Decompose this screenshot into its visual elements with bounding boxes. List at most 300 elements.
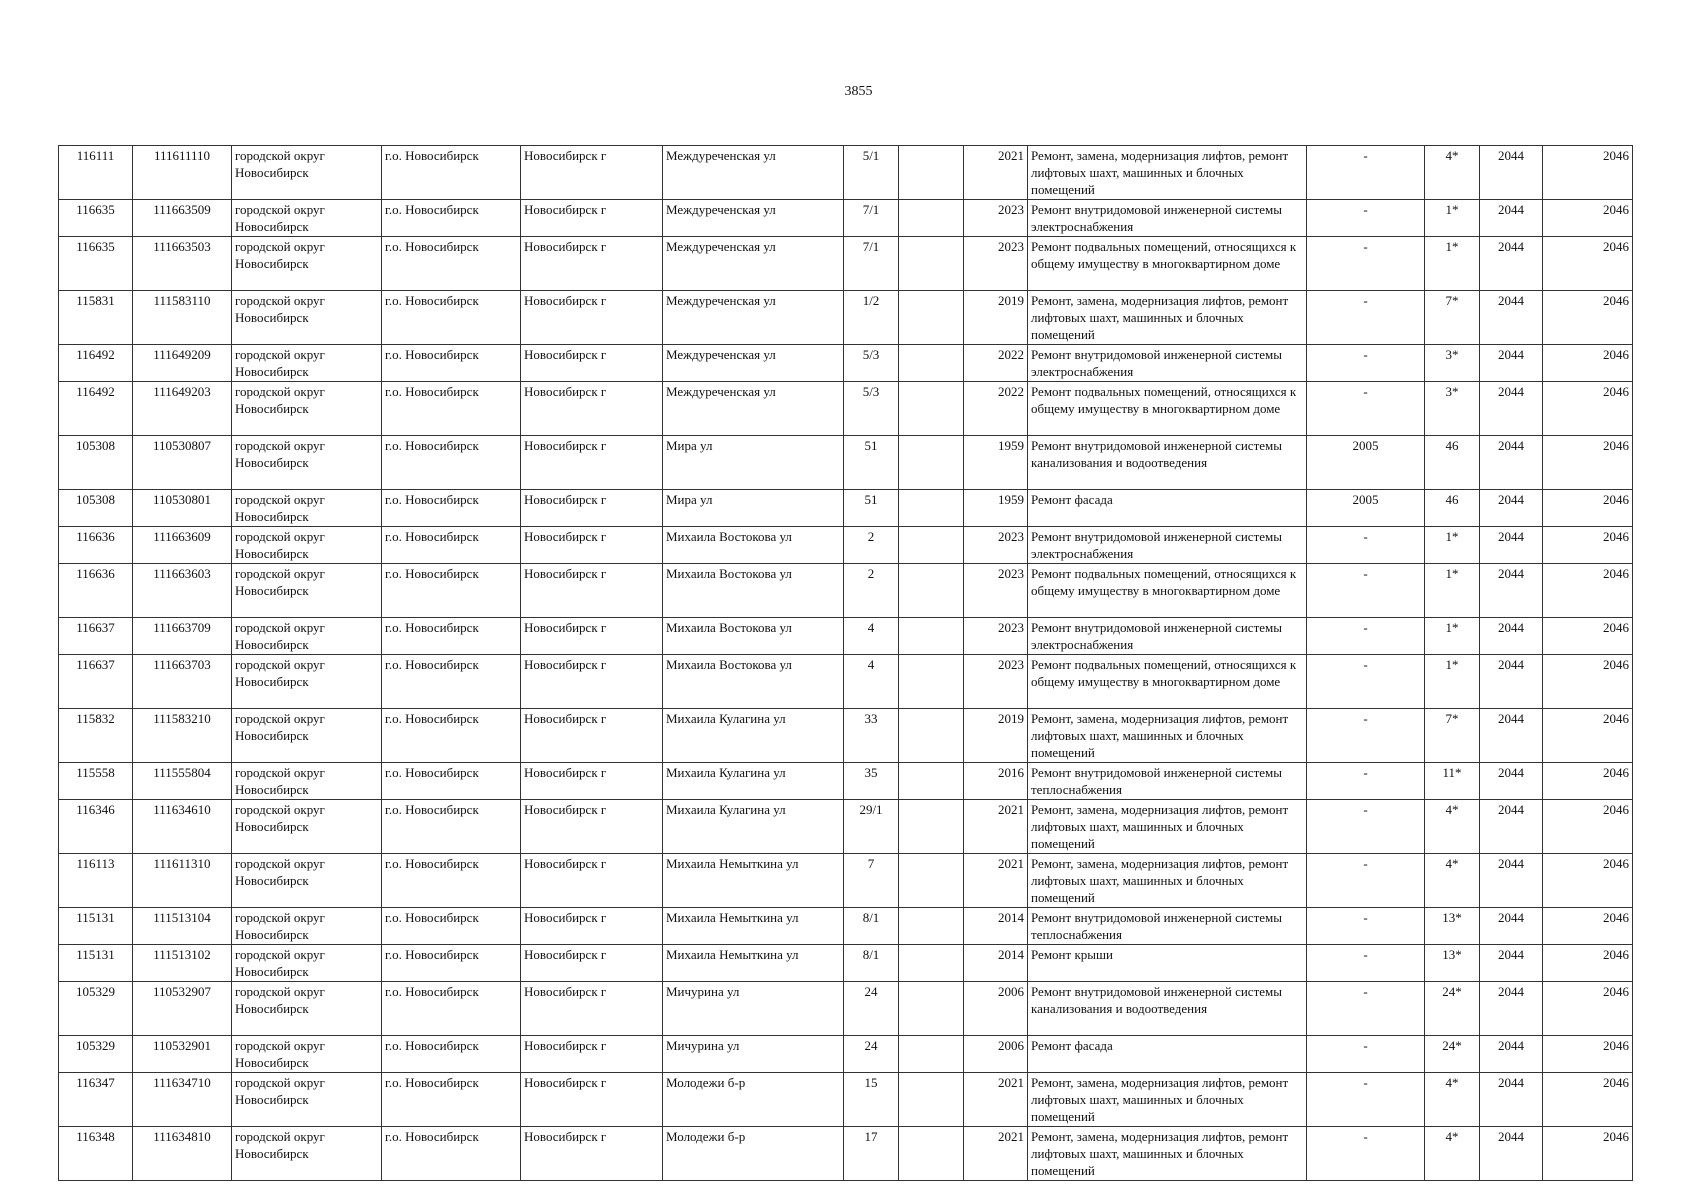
cell-period-from: 2044 [1480,655,1543,709]
cell-street: Междуреченская ул [663,237,844,291]
cell-id: 116492 [59,382,133,436]
cell-last-repair: - [1307,1127,1425,1181]
cell-municipality: г.о. Новосибирск [382,382,521,436]
cell-year: 2014 [964,908,1028,945]
cell-building [899,291,964,345]
cell-last-repair: 2005 [1307,490,1425,527]
cell-settlement: Новосибирск г [521,146,663,200]
cell-period-from: 2044 [1480,1073,1543,1127]
cell-work-type: Ремонт, замена, модернизация лифтов, ремонт лифтовых шахт, машинных и блочных помещений [1028,146,1307,200]
cell-code: 111663709 [133,618,232,655]
cell-municipality: г.о. Новосибирск [382,1036,521,1073]
cell-wear: 13* [1425,908,1480,945]
cell-municipality: г.о. Новосибирск [382,854,521,908]
cell-period-to: 2046 [1543,763,1633,800]
cell-period-from: 2044 [1480,945,1543,982]
cell-year: 2022 [964,382,1028,436]
cell-municipality: г.о. Новосибирск [382,908,521,945]
cell-district: городской округ Новосибирск [232,945,382,982]
cell-last-repair: - [1307,291,1425,345]
cell-code: 111663503 [133,237,232,291]
cell-building [899,1073,964,1127]
table-row [59,237,1633,291]
table-row [59,908,1633,945]
cell-code: 111663609 [133,527,232,564]
cell-work-type: Ремонт внутридомовой инженерной системы канализования и водоотведения [1028,436,1307,490]
cell-building [899,237,964,291]
cell-id: 116492 [59,345,133,382]
cell-work-type: Ремонт внутридомовой инженерной системы электроснабжения [1028,618,1307,655]
cell-year: 2019 [964,709,1028,763]
cell-district: городской округ Новосибирск [232,490,382,527]
cell-work-type: Ремонт, замена, модернизация лифтов, ремонт лифтовых шахт, машинных и блочных помещений [1028,291,1307,345]
cell-house: 5/3 [844,382,899,436]
cell-last-repair: - [1307,527,1425,564]
cell-street: Михаила Кулагина ул [663,763,844,800]
cell-code: 110532901 [133,1036,232,1073]
cell-wear: 3* [1425,345,1480,382]
cell-district: городской округ Новосибирск [232,655,382,709]
cell-wear: 11* [1425,763,1480,800]
cell-period-to: 2046 [1543,1073,1633,1127]
cell-work-type: Ремонт, замена, модернизация лифтов, ремонт лифтовых шахт, машинных и блочных помещений [1028,1073,1307,1127]
cell-street: Мичурина ул [663,982,844,1036]
cell-district: городской округ Новосибирск [232,709,382,763]
cell-id: 116637 [59,655,133,709]
cell-building [899,854,964,908]
cell-building [899,618,964,655]
cell-id: 116635 [59,200,133,237]
cell-wear: 7* [1425,291,1480,345]
cell-year: 2021 [964,854,1028,908]
cell-street: Мира ул [663,436,844,490]
cell-work-type: Ремонт фасада [1028,1036,1307,1073]
cell-last-repair: - [1307,237,1425,291]
table-row [59,146,1633,200]
cell-street: Междуреченская ул [663,382,844,436]
cell-period-to: 2046 [1543,1036,1633,1073]
cell-wear: 1* [1425,527,1480,564]
cell-street: Молодежи б-р [663,1073,844,1127]
table-row [59,200,1633,237]
table-row [59,763,1633,800]
cell-period-from: 2044 [1480,564,1543,618]
cell-wear: 46 [1425,490,1480,527]
cell-municipality: г.о. Новосибирск [382,982,521,1036]
cell-building [899,1127,964,1181]
cell-id: 116113 [59,854,133,908]
cell-house: 4 [844,655,899,709]
cell-code: 110530801 [133,490,232,527]
table-row [59,564,1633,618]
cell-house: 5/3 [844,345,899,382]
cell-settlement: Новосибирск г [521,382,663,436]
cell-municipality: г.о. Новосибирск [382,618,521,655]
cell-house: 1/2 [844,291,899,345]
cell-code: 111583210 [133,709,232,763]
cell-period-to: 2046 [1543,655,1633,709]
cell-code: 111583110 [133,291,232,345]
cell-municipality: г.о. Новосибирск [382,436,521,490]
cell-last-repair: - [1307,763,1425,800]
cell-wear: 24* [1425,1036,1480,1073]
cell-settlement: Новосибирск г [521,1073,663,1127]
cell-district: городской округ Новосибирск [232,382,382,436]
cell-work-type: Ремонт, замена, модернизация лифтов, ремонт лифтовых шахт, машинных и блочных помещений [1028,709,1307,763]
cell-building [899,945,964,982]
cell-work-type: Ремонт подвальных помещений, относящихся к общему имуществу в многоквартирном доме [1028,564,1307,618]
cell-work-type: Ремонт внутридомовой инженерной системы канализования и водоотведения [1028,982,1307,1036]
cell-municipality: г.о. Новосибирск [382,655,521,709]
cell-district: городской округ Новосибирск [232,291,382,345]
cell-id: 115131 [59,945,133,982]
cell-work-type: Ремонт подвальных помещений, относящихся к общему имуществу в многоквартирном доме [1028,237,1307,291]
cell-municipality: г.о. Новосибирск [382,345,521,382]
cell-id: 116636 [59,527,133,564]
cell-period-from: 2044 [1480,345,1543,382]
cell-district: городской округ Новосибирск [232,618,382,655]
cell-house: 2 [844,527,899,564]
cell-id: 115831 [59,291,133,345]
cell-municipality: г.о. Новосибирск [382,146,521,200]
cell-settlement: Новосибирск г [521,655,663,709]
cell-house: 2 [844,564,899,618]
cell-year: 2023 [964,200,1028,237]
cell-building [899,200,964,237]
cell-code: 111634610 [133,800,232,854]
cell-wear: 46 [1425,436,1480,490]
table-row [59,291,1633,345]
cell-year: 2023 [964,527,1028,564]
cell-wear: 24* [1425,982,1480,1036]
cell-period-to: 2046 [1543,436,1633,490]
cell-district: городской округ Новосибирск [232,763,382,800]
cell-period-to: 2046 [1543,146,1633,200]
table-row [59,655,1633,709]
cell-code: 111513104 [133,908,232,945]
cell-building [899,490,964,527]
cell-house: 8/1 [844,945,899,982]
cell-work-type: Ремонт подвальных помещений, относящихся к общему имуществу в многоквартирном доме [1028,382,1307,436]
cell-district: городской округ Новосибирск [232,854,382,908]
table-row [59,982,1633,1036]
cell-district: городской округ Новосибирск [232,800,382,854]
cell-year: 2006 [964,982,1028,1036]
cell-year: 2023 [964,655,1028,709]
table-row [59,436,1633,490]
cell-id: 116346 [59,800,133,854]
cell-period-to: 2046 [1543,854,1633,908]
table-row [59,1036,1633,1073]
cell-period-from: 2044 [1480,854,1543,908]
cell-period-from: 2044 [1480,237,1543,291]
cell-id: 116635 [59,237,133,291]
cell-street: Междуреченская ул [663,200,844,237]
cell-settlement: Новосибирск г [521,237,663,291]
cell-period-to: 2046 [1543,527,1633,564]
cell-period-from: 2044 [1480,436,1543,490]
cell-period-to: 2046 [1543,291,1633,345]
cell-last-repair: - [1307,345,1425,382]
cell-building [899,908,964,945]
cell-building [899,436,964,490]
cell-street: Молодежи б-р [663,1127,844,1181]
cell-period-to: 2046 [1543,237,1633,291]
table-row [59,1073,1633,1127]
table-row [59,1127,1633,1181]
cell-last-repair: - [1307,1073,1425,1127]
cell-street: Михаила Кулагина ул [663,800,844,854]
cell-code: 111611110 [133,146,232,200]
cell-id: 116111 [59,146,133,200]
table-row [59,618,1633,655]
cell-wear: 1* [1425,655,1480,709]
cell-settlement: Новосибирск г [521,436,663,490]
cell-house: 33 [844,709,899,763]
cell-municipality: г.о. Новосибирск [382,237,521,291]
cell-wear: 4* [1425,854,1480,908]
cell-year: 2023 [964,237,1028,291]
cell-id: 115832 [59,709,133,763]
cell-code: 111649209 [133,345,232,382]
cell-building [899,709,964,763]
cell-district: городской округ Новосибирск [232,1073,382,1127]
cell-street: Междуреченская ул [663,146,844,200]
cell-year: 2023 [964,618,1028,655]
cell-street: Михаила Востокова ул [663,564,844,618]
cell-street: Михаила Востокова ул [663,655,844,709]
cell-district: городской округ Новосибирск [232,1036,382,1073]
cell-district: городской округ Новосибирск [232,1127,382,1181]
cell-building [899,655,964,709]
cell-municipality: г.о. Новосибирск [382,800,521,854]
cell-settlement: Новосибирск г [521,527,663,564]
cell-settlement: Новосибирск г [521,291,663,345]
cell-street: Мичурина ул [663,1036,844,1073]
cell-id: 116347 [59,1073,133,1127]
cell-period-from: 2044 [1480,982,1543,1036]
cell-period-from: 2044 [1480,146,1543,200]
cell-district: городской округ Новосибирск [232,908,382,945]
cell-year: 2022 [964,345,1028,382]
table-row [59,709,1633,763]
cell-house: 24 [844,982,899,1036]
cell-code: 111555804 [133,763,232,800]
table-row [59,345,1633,382]
cell-settlement: Новосибирск г [521,1036,663,1073]
cell-work-type: Ремонт внутридомовой инженерной системы электроснабжения [1028,345,1307,382]
cell-municipality: г.о. Новосибирск [382,490,521,527]
cell-code: 111663703 [133,655,232,709]
cell-wear: 4* [1425,800,1480,854]
cell-period-from: 2044 [1480,1036,1543,1073]
cell-id: 115558 [59,763,133,800]
cell-work-type: Ремонт подвальных помещений, относящихся к общему имуществу в многоквартирном доме [1028,655,1307,709]
cell-id: 105308 [59,490,133,527]
cell-last-repair: - [1307,854,1425,908]
cell-district: городской округ Новосибирск [232,436,382,490]
cell-period-from: 2044 [1480,382,1543,436]
cell-year: 2016 [964,763,1028,800]
cell-period-to: 2046 [1543,200,1633,237]
cell-settlement: Новосибирск г [521,1127,663,1181]
cell-municipality: г.о. Новосибирск [382,200,521,237]
cell-period-to: 2046 [1543,618,1633,655]
cell-building [899,564,964,618]
cell-period-to: 2046 [1543,800,1633,854]
cell-work-type: Ремонт фасада [1028,490,1307,527]
cell-wear: 1* [1425,237,1480,291]
cell-building [899,763,964,800]
cell-period-to: 2046 [1543,490,1633,527]
cell-street: Михаила Востокова ул [663,618,844,655]
table-row [59,382,1633,436]
cell-period-to: 2046 [1543,1127,1633,1181]
cell-last-repair: - [1307,564,1425,618]
cell-district: городской округ Новосибирск [232,345,382,382]
cell-wear: 4* [1425,1127,1480,1181]
cell-street: Михаила Немыткина ул [663,945,844,982]
cell-period-to: 2046 [1543,982,1633,1036]
cell-period-from: 2044 [1480,527,1543,564]
cell-municipality: г.о. Новосибирск [382,1073,521,1127]
cell-last-repair: - [1307,709,1425,763]
cell-street: Михаила Немыткина ул [663,854,844,908]
cell-settlement: Новосибирск г [521,490,663,527]
table-row [59,490,1633,527]
cell-period-from: 2044 [1480,800,1543,854]
cell-settlement: Новосибирск г [521,618,663,655]
cell-settlement: Новосибирск г [521,345,663,382]
cell-period-to: 2046 [1543,345,1633,382]
cell-house: 24 [844,1036,899,1073]
cell-wear: 13* [1425,945,1480,982]
cell-municipality: г.о. Новосибирск [382,291,521,345]
cell-year: 2021 [964,800,1028,854]
cell-year: 2021 [964,1073,1028,1127]
cell-settlement: Новосибирск г [521,908,663,945]
cell-municipality: г.о. Новосибирск [382,945,521,982]
cell-work-type: Ремонт внутридомовой инженерной системы электроснабжения [1028,527,1307,564]
cell-period-to: 2046 [1543,564,1633,618]
cell-last-repair: - [1307,618,1425,655]
cell-work-type: Ремонт, замена, модернизация лифтов, ремонт лифтовых шахт, машинных и блочных помещений [1028,854,1307,908]
cell-period-from: 2044 [1480,291,1543,345]
cell-period-from: 2044 [1480,490,1543,527]
cell-building [899,527,964,564]
cell-street: Михаила Немыткина ул [663,908,844,945]
cell-period-from: 2044 [1480,908,1543,945]
cell-settlement: Новосибирск г [521,709,663,763]
cell-id: 115131 [59,908,133,945]
cell-street: Междуреченская ул [663,291,844,345]
cell-house: 8/1 [844,908,899,945]
cell-wear: 1* [1425,564,1480,618]
cell-period-from: 2044 [1480,618,1543,655]
cell-street: Михаила Кулагина ул [663,709,844,763]
cell-wear: 1* [1425,200,1480,237]
cell-period-from: 2044 [1480,709,1543,763]
cell-code: 111634710 [133,1073,232,1127]
cell-municipality: г.о. Новосибирск [382,709,521,763]
cell-period-to: 2046 [1543,945,1633,982]
cell-municipality: г.о. Новосибирск [382,564,521,618]
cell-work-type: Ремонт внутридомовой инженерной системы электроснабжения [1028,200,1307,237]
cell-building [899,382,964,436]
cell-year: 2006 [964,1036,1028,1073]
cell-house: 7/1 [844,237,899,291]
cell-year: 1959 [964,490,1028,527]
cell-work-type: Ремонт внутридомовой инженерной системы теплоснабжения [1028,763,1307,800]
cell-settlement: Новосибирск г [521,982,663,1036]
cell-last-repair: - [1307,200,1425,237]
cell-district: городской округ Новосибирск [232,982,382,1036]
page-number: 3855 [844,84,873,99]
cell-last-repair: - [1307,146,1425,200]
cell-id: 116636 [59,564,133,618]
cell-building [899,146,964,200]
cell-id: 116348 [59,1127,133,1181]
cell-year: 2021 [964,146,1028,200]
cell-street: Междуреченская ул [663,345,844,382]
cell-house: 15 [844,1073,899,1127]
cell-id: 105329 [59,982,133,1036]
table-row [59,527,1633,564]
cell-work-type: Ремонт внутридомовой инженерной системы теплоснабжения [1028,908,1307,945]
cell-house: 51 [844,436,899,490]
cell-period-from: 2044 [1480,200,1543,237]
cell-year: 2023 [964,564,1028,618]
table-row [59,800,1633,854]
cell-year: 2021 [964,1127,1028,1181]
cell-id: 105308 [59,436,133,490]
cell-id: 105329 [59,1036,133,1073]
cell-wear: 1* [1425,618,1480,655]
cell-id: 116637 [59,618,133,655]
cell-last-repair: - [1307,908,1425,945]
cell-year: 2019 [964,291,1028,345]
cell-district: городской округ Новосибирск [232,564,382,618]
cell-period-to: 2046 [1543,709,1633,763]
cell-code: 110530807 [133,436,232,490]
cell-code: 111649203 [133,382,232,436]
cell-municipality: г.о. Новосибирск [382,763,521,800]
cell-house: 7/1 [844,200,899,237]
cell-building [899,982,964,1036]
table-row [59,854,1633,908]
cell-code: 111663603 [133,564,232,618]
cell-settlement: Новосибирск г [521,800,663,854]
cell-wear: 4* [1425,146,1480,200]
cell-last-repair: - [1307,655,1425,709]
cell-street: Михаила Востокова ул [663,527,844,564]
cell-code: 111611310 [133,854,232,908]
cell-work-type: Ремонт, замена, модернизация лифтов, ремонт лифтовых шахт, машинных и блочных помещений [1028,1127,1307,1181]
cell-house: 51 [844,490,899,527]
cell-municipality: г.о. Новосибирск [382,1127,521,1181]
cell-house: 4 [844,618,899,655]
cell-settlement: Новосибирск г [521,564,663,618]
cell-code: 110532907 [133,982,232,1036]
cell-last-repair: - [1307,945,1425,982]
table-row [59,945,1633,982]
cell-period-from: 2044 [1480,1127,1543,1181]
cell-code: 111634810 [133,1127,232,1181]
cell-house: 5/1 [844,146,899,200]
cell-house: 35 [844,763,899,800]
cell-year: 1959 [964,436,1028,490]
cell-code: 111513102 [133,945,232,982]
